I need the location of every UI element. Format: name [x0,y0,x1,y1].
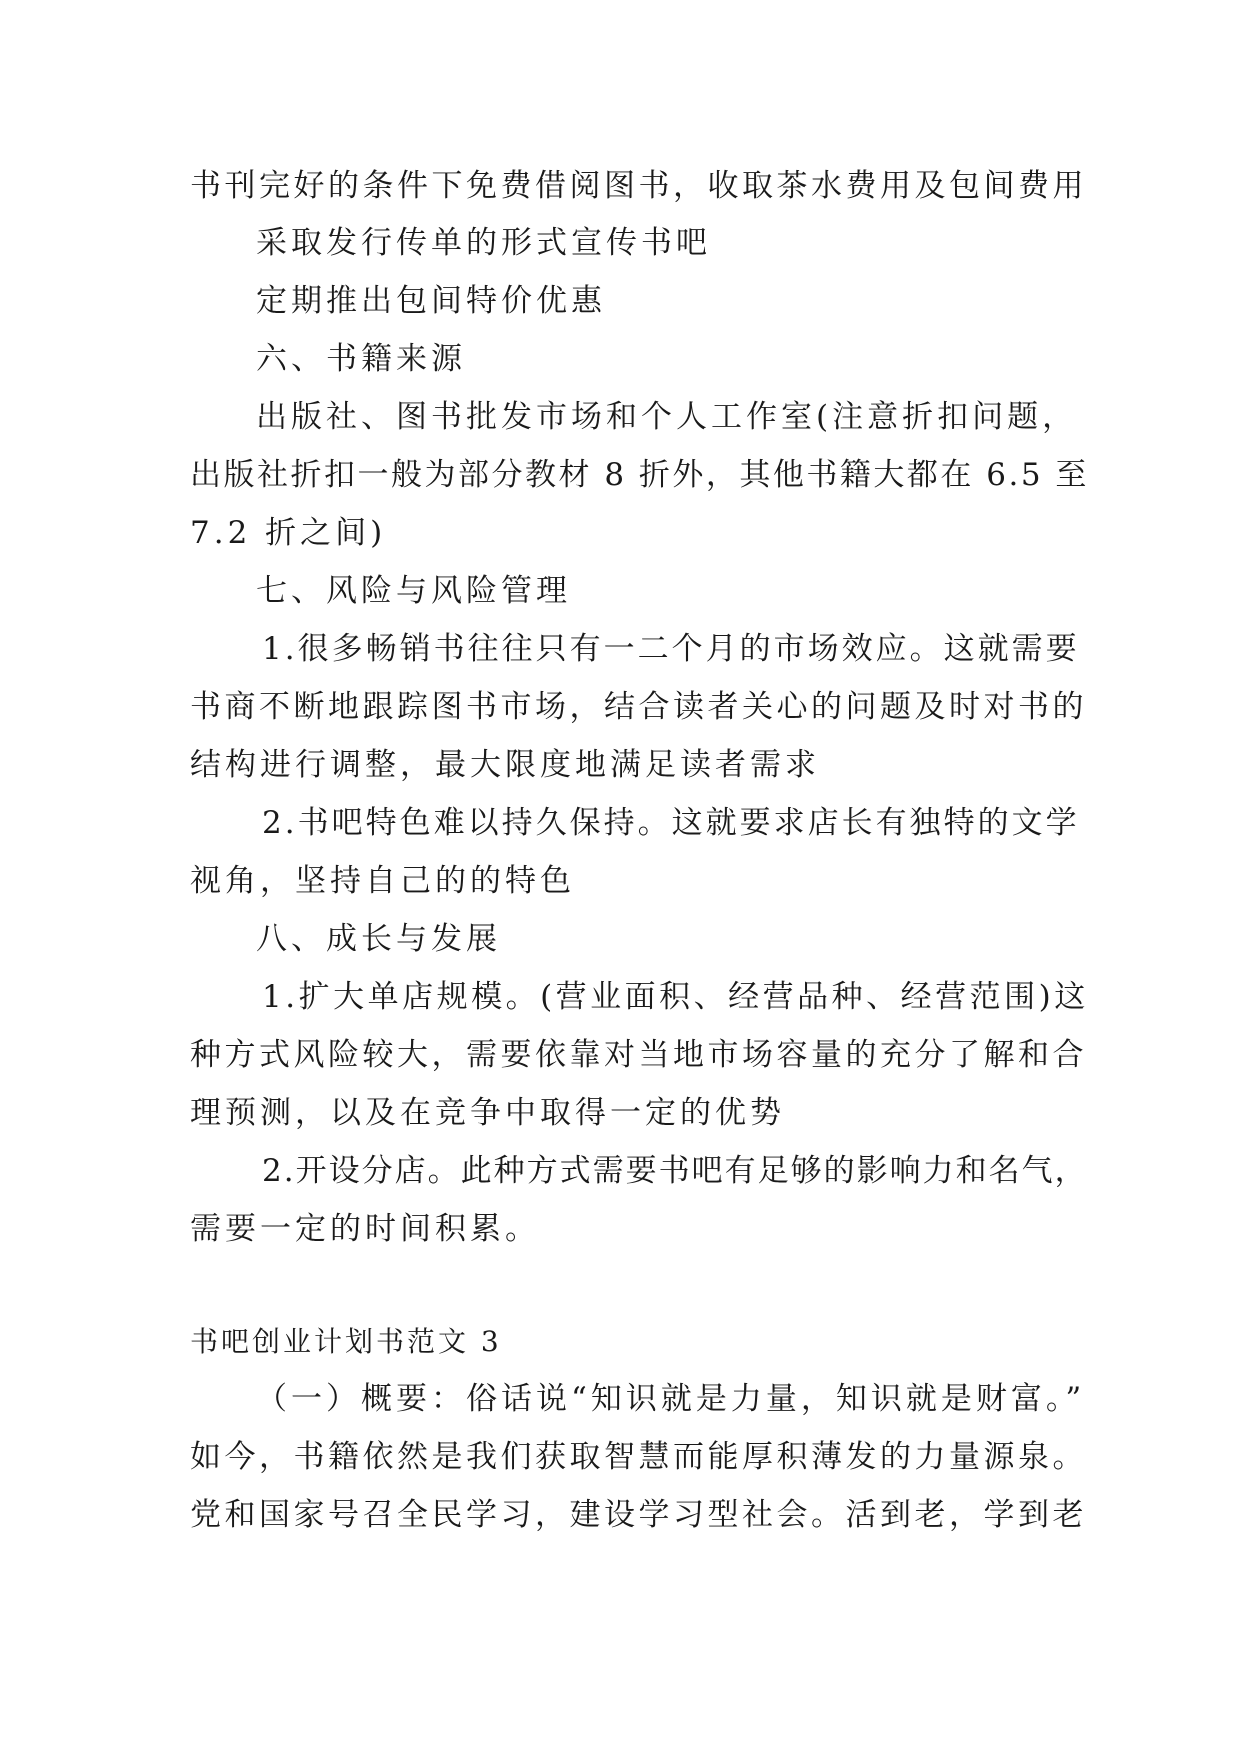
text-line: 采取发行传单的形式宣传书吧 [256,225,711,261]
text-line: 2.书吧特色难以持久保持。这就要求店长有独特的文学 [262,805,1080,841]
text-line: 出版社折扣一般为部分教材 8 折外，其他书籍大都在 6.5 至 [190,457,1089,493]
text-line: 党和国家号召全民学习，建设学习型社会。活到老，学到老 [190,1497,1087,1533]
text-line: 种方式风险较大，需要依靠对当地市场容量的充分了解和合 [190,1037,1087,1073]
section-heading: 八、成长与发展 [256,921,501,957]
text-line: 书刊完好的条件下免费借阅图书，收取茶水费用及包间费用 [190,168,1087,204]
section-heading: 七、风险与风险管理 [256,573,571,609]
text-line: 结构进行调整，最大限度地满足读者需求 [190,747,820,783]
text-line: 需要一定的时间积累。 [190,1211,540,1247]
text-line: 1.很多畅销书往往只有一二个月的市场效应。这就需要 [262,631,1080,667]
section-heading: 六、书籍来源 [256,341,466,377]
text-line: 书商不断地跟踪图书市场，结合读者关心的问题及时对书的 [190,689,1087,725]
text-line: 定期推出包间特价优惠 [256,283,606,319]
article-title: 书吧创业计划书范文 3 [190,1325,502,1358]
text-line: 理预测，以及在竞争中取得一定的优势 [190,1095,785,1131]
text-line: 7.2 折之间) [190,515,387,551]
text-line: （一）概要：俗话说“知识就是力量，知识就是财富。” [256,1381,1086,1417]
text-line: 如今，书籍依然是我们获取智慧而能厚积薄发的力量源泉。 [190,1439,1087,1475]
text-line: 1.扩大单店规模。(营业面积、经营品种、经营范围)这 [262,979,1089,1015]
text-line: 出版社、图书批发市场和个人工作室(注意折扣问题， [256,399,1078,435]
text-line: 2.开设分店。此种方式需要书吧有足够的影响力和名气， [262,1153,1088,1189]
text-line: 视角，坚持自己的的特色 [190,863,575,899]
